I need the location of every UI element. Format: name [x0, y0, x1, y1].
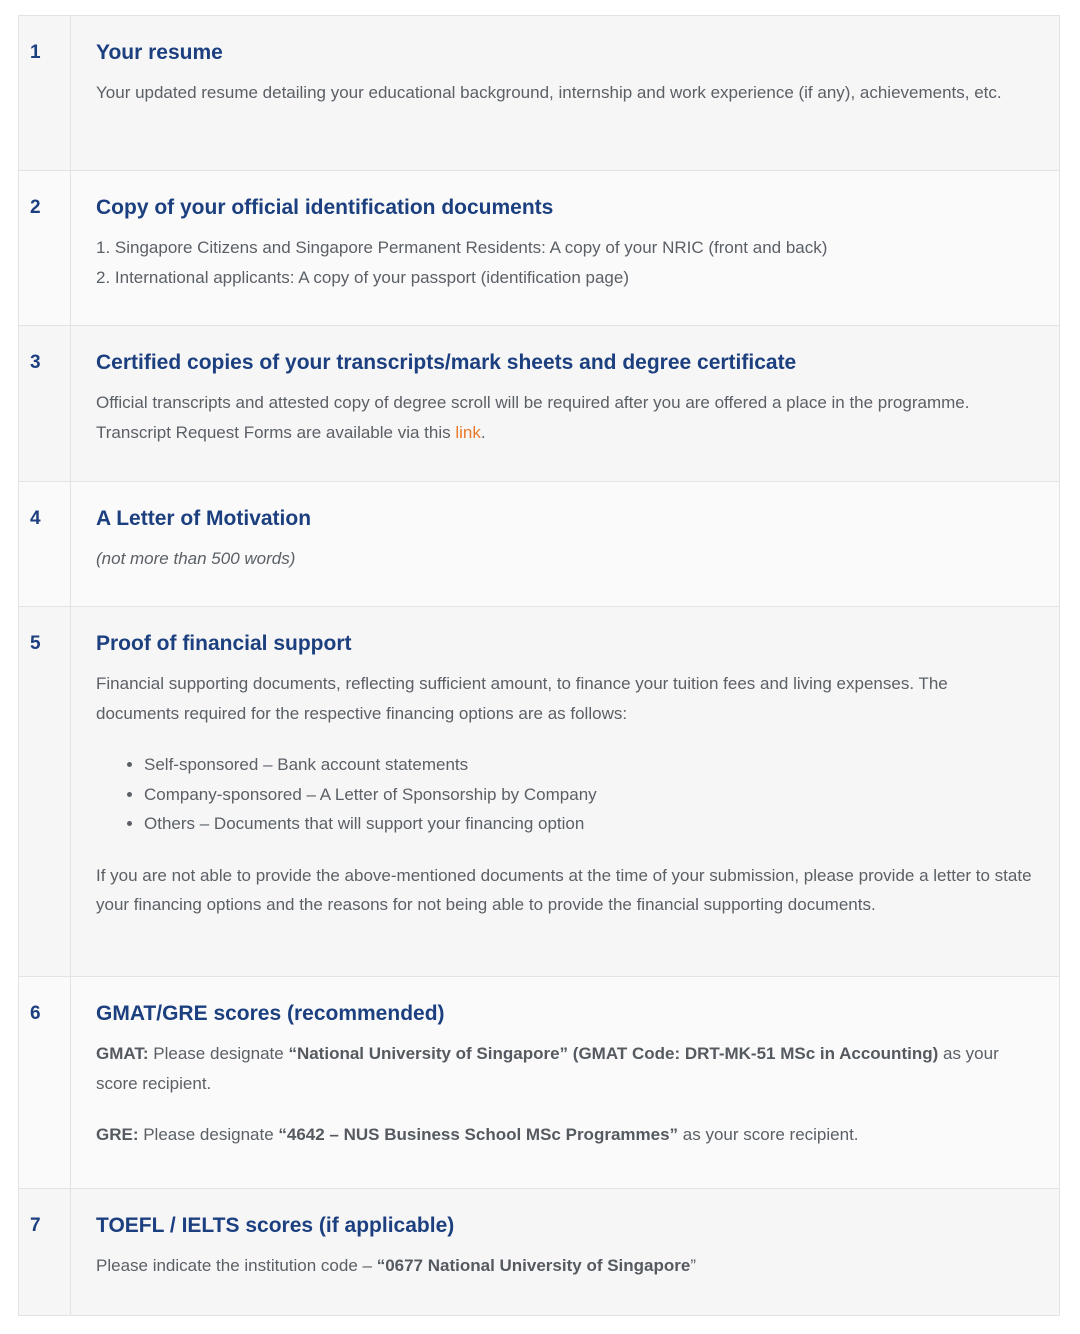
- financing-options-list: [96, 750, 1035, 839]
- table-row: [19, 977, 1060, 1189]
- gre-code: “4642 – NUS Business School MSc Programmes”: [278, 1125, 679, 1144]
- gre-instruction: [96, 1120, 1035, 1150]
- item-number-cell: [19, 326, 71, 482]
- item-number-cell: [19, 977, 71, 1189]
- item-number: 2: [30, 197, 41, 218]
- item-description: Your updated resume detailing your educational background, internship and work experience (if any), achievements, etc.: [96, 83, 1002, 102]
- gmat-label: GMAT:: [96, 1044, 149, 1063]
- item-content-cell: [71, 1189, 1060, 1316]
- item-title: GMAT/GRE scores (recommended): [96, 1002, 445, 1025]
- closing-quote: ”: [690, 1256, 697, 1275]
- item-title: Proof of financial support: [96, 632, 352, 655]
- item-number: 7: [30, 1215, 41, 1236]
- item-title: Certified copies of your transcripts/mark sheets and degree certificate: [96, 351, 797, 374]
- gre-label: GRE:: [96, 1125, 139, 1144]
- requirements-table: [18, 15, 1060, 1316]
- item-number-cell: [19, 607, 71, 977]
- item-content-cell: [71, 326, 1060, 482]
- item-number-cell: [19, 16, 71, 171]
- item-content-cell: [71, 607, 1060, 977]
- transcript-request-link[interactable]: link: [455, 422, 481, 442]
- description-text: Official transcripts and attested copy of degree scroll will be required after you are offered a place in the programme. Transcript Request Forms are available via this: [96, 393, 970, 442]
- item-number: 4: [30, 508, 41, 529]
- gre-pre-text: Please designate: [138, 1125, 279, 1144]
- table-row: [19, 171, 1060, 326]
- gmat-instruction: [96, 1039, 1035, 1098]
- list-item: • Others – Documents that will support your financing option: [144, 809, 1035, 839]
- item-title: Copy of your official identification documents: [96, 196, 554, 219]
- item-number: 5: [30, 633, 41, 654]
- gre-post-text: as your score recipient.: [678, 1125, 859, 1144]
- gmat-code: “National University of Singapore” (GMAT Code: DRT-MK-51 MSc in Accounting): [288, 1044, 939, 1063]
- table-row: [19, 16, 1060, 171]
- table-row: [19, 326, 1060, 482]
- item-content-cell: [71, 16, 1060, 171]
- item-title: A Letter of Motivation: [96, 507, 312, 530]
- list-item: • Self-sponsored – Bank account statements: [144, 750, 1035, 780]
- item-number-cell: [19, 482, 71, 607]
- financial-outro: If you are not able to provide the above-mentioned documents at the time of your submission, please provide a letter to state your financing options and the reasons for not being able to provide the financial supporting documents.: [96, 865, 1032, 914]
- table-row: [19, 482, 1060, 607]
- item-description: [96, 233, 1035, 292]
- item-content-cell: [71, 977, 1060, 1189]
- table-row: [19, 1189, 1060, 1316]
- institution-code-instruction: [96, 1251, 1035, 1281]
- instruction-text: Please indicate the institution code –: [96, 1256, 377, 1275]
- financial-intro: Financial supporting documents, reflecting sufficient amount, to finance your tuition fees and living expenses. The documents required for the respective financing options are as follows:: [96, 674, 948, 723]
- item-number: 6: [30, 1003, 41, 1024]
- item-number-cell: [19, 171, 71, 326]
- description-period: .: [480, 422, 486, 442]
- table-row: [19, 607, 1060, 977]
- list-item: • Company-sponsored – A Letter of Sponsorship by Company: [144, 780, 1035, 810]
- institution-code: “0677 National University of Singapore: [376, 1256, 691, 1275]
- item-title: Your resume: [96, 41, 223, 64]
- item-content-cell: [71, 482, 1060, 607]
- item-number-cell: [19, 1189, 71, 1316]
- id-line-citizens: 1. Singapore Citizens and Singapore Permanent Residents: A copy of your NRIC (front and back): [96, 238, 828, 257]
- gmat-pre-text: Please designate: [148, 1044, 289, 1063]
- item-description: [96, 388, 1035, 447]
- id-line-international: 2. International applicants: A copy of your passport (identification page): [96, 267, 629, 287]
- word-limit-note: (not more than 500 words): [96, 549, 296, 568]
- item-number: 1: [30, 42, 41, 63]
- item-number: 3: [30, 352, 41, 373]
- item-content-cell: [71, 171, 1060, 326]
- item-title: TOEFL / IELTS scores (if applicable): [96, 1214, 455, 1237]
- gmat-post-text: as your score recipient.: [96, 1044, 999, 1093]
